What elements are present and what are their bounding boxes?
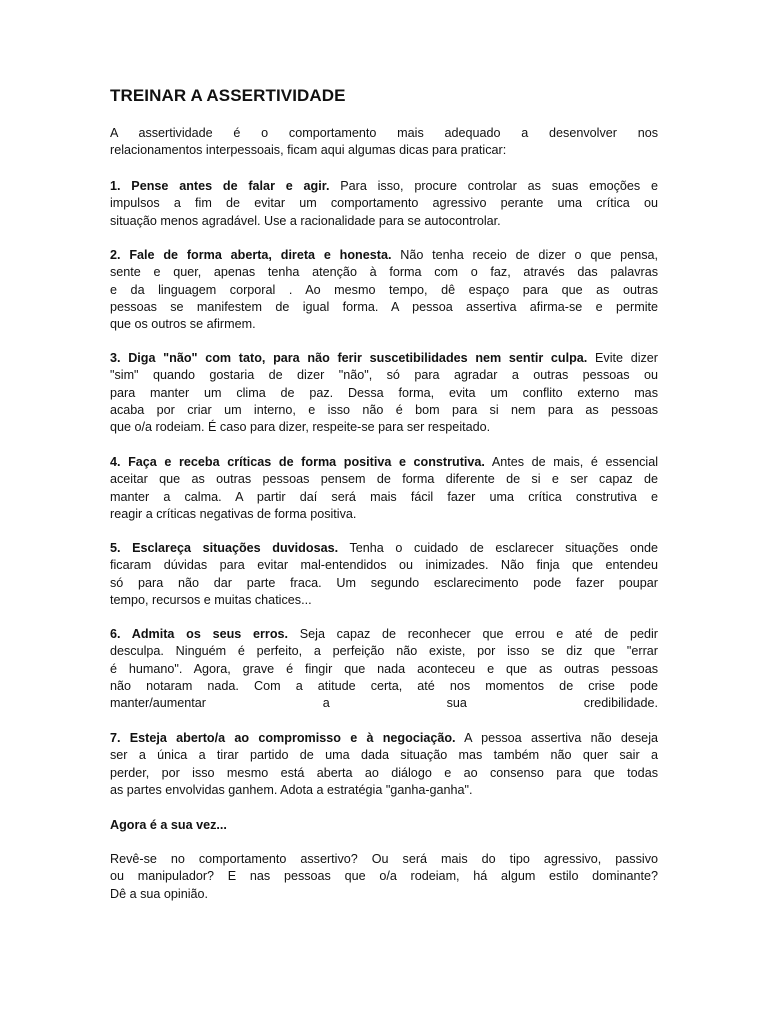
tip-3-heading: 3. Diga "não" com tato, para não ferir suscetibilidades nem sentir culpa.: [110, 351, 588, 365]
tip-2-first-line: [110, 247, 658, 264]
document-title: TREINAR A ASSERTIVIDADE: [110, 86, 346, 105]
tip-2-line: que os outros se afirmem.: [110, 317, 256, 332]
tip-5-line: tempo, recursos e muitas chatices...: [110, 592, 312, 607]
tip-6-paragraph: [110, 626, 658, 712]
tip-2-line: e da linguagem corporal . Ao mesmo tempo, dê espaço para que as outras: [110, 282, 658, 297]
tip-1-line: impulsos a fim de evitar um comportamento agressivo perante uma crítica ou: [110, 196, 658, 211]
tip-7-paragraph: [110, 730, 658, 799]
tip-5-heading: 5. Esclareça situações duvidosas.: [110, 541, 339, 555]
tip-5-line: ficaram dúvidas para evitar mal-entendidos ou inimizades. Não finja que entendeu: [110, 558, 658, 573]
tip-2-text: Não tenha receio de dizer o que pensa,: [391, 248, 658, 262]
tip-1-line: situação menos agradável. Use a racionalidade para se autocontrolar.: [110, 213, 501, 228]
closing-line: Dê a sua opinião.: [110, 886, 209, 901]
tip-5-first-line: [110, 540, 658, 557]
tip-2-line: sente e quer, apenas tenha atenção à forma com o faz, através das palavras: [110, 265, 658, 280]
tip-7-heading: 7. Esteja aberto/a ao compromisso e à negociação.: [110, 731, 456, 745]
tip-6-line: desculpa. Ninguém é perfeito, a perfeição não existe, por isso se diz que "errar: [110, 644, 658, 659]
tip-3-line: que o/a rodeiam. É caso para dizer, respeite-se para ser respeitado.: [110, 420, 491, 435]
tip-1-paragraph: [110, 178, 658, 230]
tip-4-first-line: [110, 454, 658, 471]
tip-3-line: acaba por criar um interno, e isso não é bom para si nem para as pessoas: [110, 402, 658, 417]
closing-line: Revê-se no comportamento assertivo? Ou será mais do tipo agressivo, passivo: [110, 852, 658, 866]
tip-7-text: A pessoa assertiva não deseja: [455, 731, 658, 745]
tip-2-paragraph: [110, 247, 658, 333]
tip-4-line: reagir a críticas negativas de forma positiva.: [110, 506, 357, 521]
closing-line: ou manipulador? E nas pessoas que o/a rodeiam, há algum estilo dominante?: [110, 869, 658, 884]
tip-3-line: "sim" quando gostaria de dizer "não", só para agradar a outras pessoas ou: [110, 368, 658, 383]
tip-5-line: só para não dar parte fraca. Um segundo esclarecimento pode fazer poupar: [110, 575, 658, 590]
tip-1-text: Para isso, procure controlar as suas emoções e: [329, 179, 658, 193]
tip-5-text: Tenha o cuidado de esclarecer situações onde: [338, 541, 658, 555]
tip-1-first-line: [110, 178, 658, 195]
tip-3-paragraph: [110, 350, 658, 436]
intro-paragraph: [110, 125, 658, 160]
tip-6-line: é humano". Agora, grave é fingir que nada aconteceu e que as outras pessoas: [110, 661, 658, 676]
tip-4-line: manter a calma. A partir daí será mais fácil fazer uma crítica construtiva e: [110, 489, 658, 504]
tip-1-heading: 1. Pense antes de falar e agir.: [110, 179, 330, 193]
tip-4-paragraph: [110, 454, 658, 523]
tip-6-first-line: [110, 626, 658, 643]
tip-6-line: não notaram nada. Com a atitude certa, até nos momentos de crise pode: [110, 678, 658, 693]
tip-3-first-line: [110, 350, 658, 367]
tip-6-text: Seja capaz de reconhecer que errou e até de pedir: [288, 627, 658, 641]
intro-line: relacionamentos interpessoais, ficam aqui algumas dicas para praticar:: [110, 143, 507, 158]
tip-3-line: para manter um clima de paz. Dessa forma, evita um conflito externo mas: [110, 385, 658, 400]
tip-2-heading: 2. Fale de forma aberta, direta e honesta.: [110, 248, 392, 262]
tip-3-text: Evite dizer: [587, 351, 658, 365]
closing-heading-paragraph: [110, 817, 658, 834]
tip-7-first-line: [110, 730, 658, 747]
closing-heading: Agora é a sua vez...: [110, 818, 227, 832]
tip-7-line: perder, por isso mesmo está aberta ao diálogo e ao consenso para que todas: [110, 765, 658, 780]
tip-2-line: pessoas se manifestem de igual forma. A pessoa assertiva afirma-se e permite: [110, 299, 658, 314]
tip-5-paragraph: [110, 540, 658, 609]
intro-line: A assertividade é o comportamento mais adequado a desenvolver nos: [110, 126, 658, 140]
tip-6-line: manter/aumentar a sua credibilidade.: [110, 696, 658, 711]
tip-7-line: ser a única a tirar partido de uma dada situação mas também não quer sair a: [110, 748, 658, 763]
tip-4-line: aceitar que as outras pessoas pensem de forma diferente de si e ser capaz de: [110, 472, 658, 487]
tip-6-heading: 6. Admita os seus erros.: [110, 627, 289, 641]
tip-4-text: Antes de mais, é essencial: [484, 455, 658, 469]
closing-paragraph: [110, 851, 658, 903]
tip-4-heading: 4. Faça e receba críticas de forma positiva e construtiva.: [110, 455, 485, 469]
tip-7-line: as partes envolvidas ganhem. Adota a estratégia "ganha-ganha".: [110, 782, 473, 797]
